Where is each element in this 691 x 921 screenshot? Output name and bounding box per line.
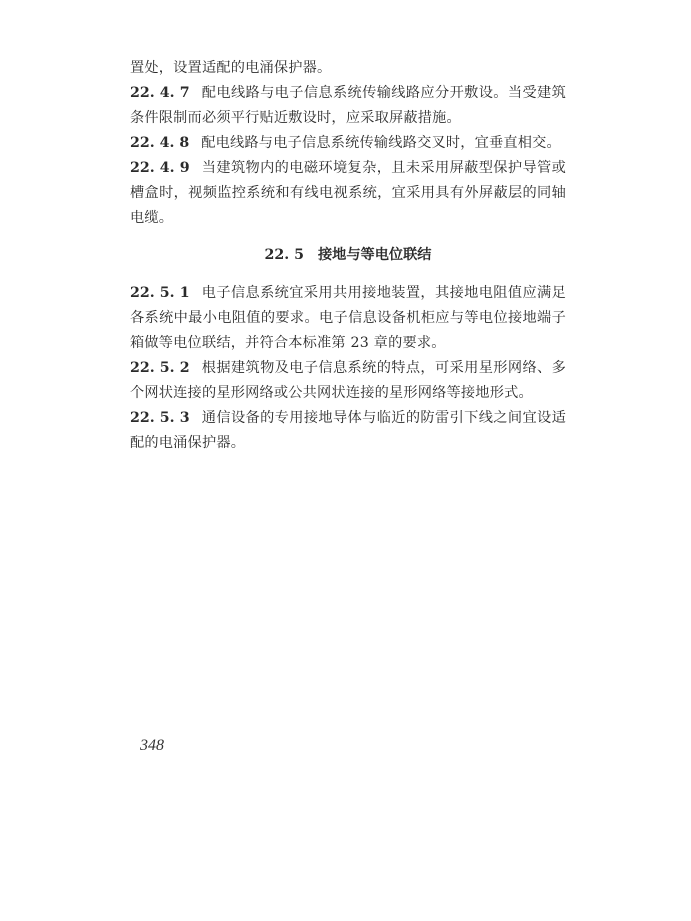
continuation-paragraph: [130, 56, 566, 81]
clause-number: 22. 4. 9: [130, 160, 190, 176]
clause-text: 配电线路与电子信息系统传输线路交叉时，宜垂直相交。: [201, 135, 561, 151]
continuation-text: 置处，设置适配的电涌保护器。: [130, 60, 332, 76]
section-number: 22. 5: [264, 247, 304, 263]
clause-number: 22. 5. 1: [130, 285, 190, 301]
page-number: 348: [140, 737, 164, 754]
clause-text: 电子信息系统宜采用共用接地装置，其接地电阻值应满足各系统中最小电阻值的要求。电子信息设备机柜应与等电位接地端子箱做等电位联结，并符合本标准第 23 章的要求。: [130, 285, 566, 351]
section-title: 接地与等电位联结: [317, 247, 432, 263]
clause-text: 配电线路与电子信息系统传输线路应分开敷设。当受建筑条件限制而必须平行贴近敷设时，应采取屏蔽措施。: [130, 85, 566, 126]
section-heading: [130, 243, 566, 268]
clause-22-4-8: [130, 131, 566, 156]
clause-number: 22. 4. 8: [130, 135, 190, 151]
clause-22-5-2: [130, 356, 566, 406]
clause-22-5-1: [130, 281, 566, 356]
clause-22-4-7: [130, 81, 566, 131]
clause-text: 根据建筑物及电子信息系统的特点，可采用星形网络、多个网状连接的星形网络或公共网状连接的星形网络等接地形式。: [130, 360, 566, 401]
clause-number: 22. 4. 7: [130, 85, 190, 101]
clause-number: 22. 5. 3: [130, 410, 190, 426]
document-page: [130, 56, 566, 456]
clause-22-4-9: [130, 156, 566, 231]
clause-text: 当建筑物内的电磁环境复杂，且未采用屏蔽型保护导管或槽盒时，视频监控系统和有线电视系统，宜采用具有外屏蔽层的同轴电缆。: [130, 160, 566, 226]
clause-22-5-3: [130, 406, 566, 456]
clause-text: 通信设备的专用接地导体与临近的防雷引下线之间宜设适配的电涌保护器。: [130, 410, 566, 451]
clause-number: 22. 5. 2: [130, 360, 190, 376]
